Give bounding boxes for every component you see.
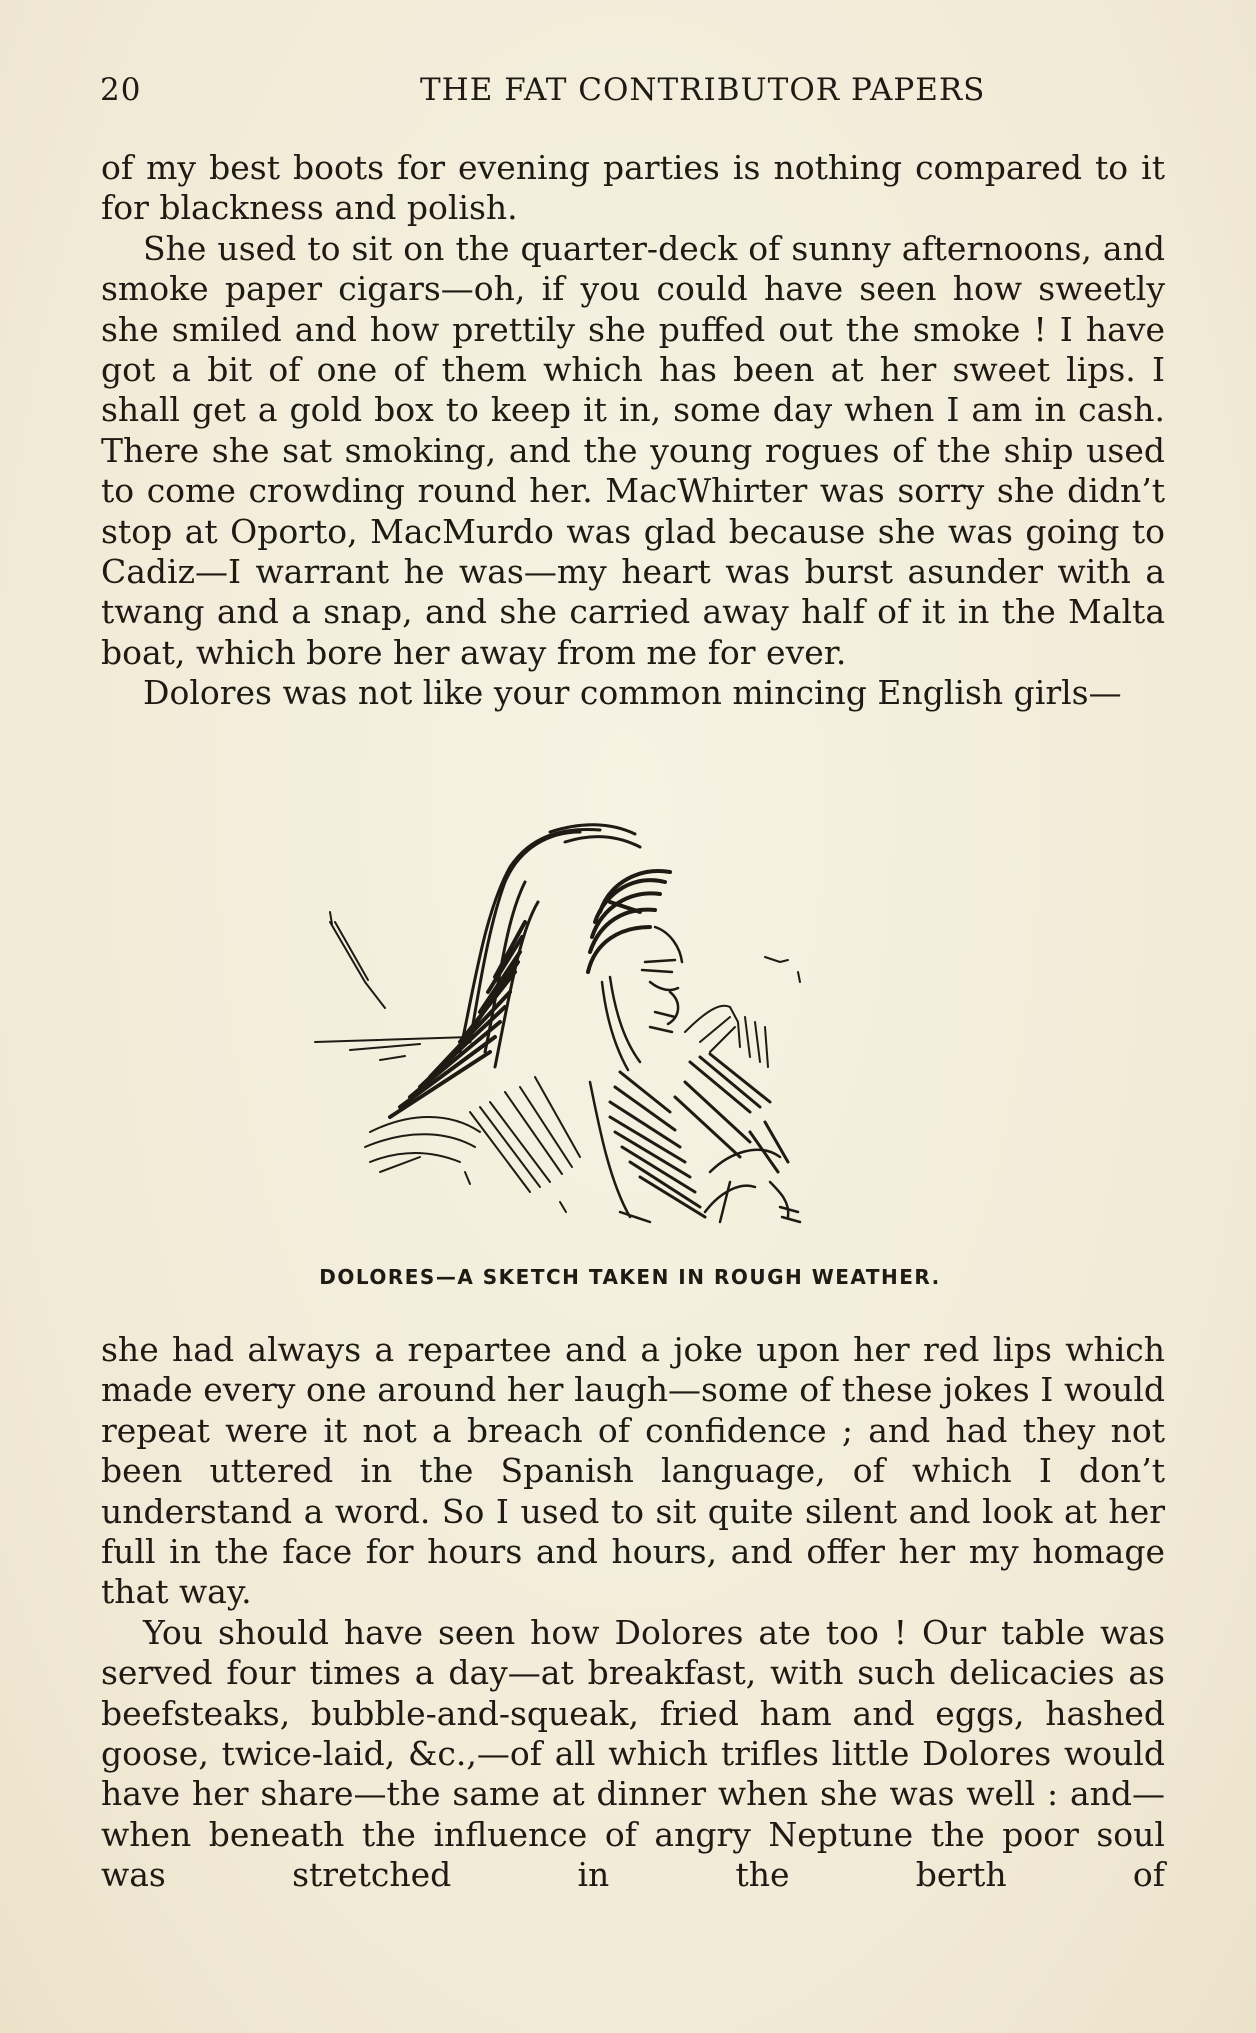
paragraph: she had always a repartee and a joke upon her red lips which made every one around her laugh—some of these jokes I would repeat were it not a breach of confidence ; and had they not been uttered in the Spanish language, of which I don’t understand a word. So I used to sit quite silent and look at her full in the face for hours and hours, and offer her my homage that way. — [101, 1330, 1165, 1612]
paragraph: of my best boots for evening parties is nothing compared to it for blackness and polish. — [101, 148, 1165, 228]
dolores-sketch-illustration — [310, 812, 950, 1242]
cigar-smoke — [315, 912, 470, 1060]
illustration-caption: DOLORES—A SKETCH TAKEN IN ROUGH WEATHER. — [319, 1265, 941, 1289]
page-header — [100, 72, 1160, 112]
face — [602, 927, 682, 1070]
paragraph: Dolores was not like your common mincing English girls— — [143, 673, 1122, 713]
body-text-bottom — [101, 1330, 1165, 1896]
hand — [685, 957, 800, 1067]
body-text-top — [101, 148, 1165, 714]
shawl-hatching — [610, 1054, 788, 1217]
drapery-left — [365, 1077, 580, 1212]
page-number: 20 — [100, 72, 142, 108]
running-title: THE FAT CONTRIBUTOR PAPERS — [420, 72, 986, 108]
drapery-right — [590, 1082, 800, 1222]
paragraph: You should have seen how Dolores ate too ! Our table was served four times a day—at breakfast, with such delicacies as beefsteaks, bubble-and-squeak, fried ham and eggs, hashed goose, twice-laid, &c.,—of all which trifles little Dolores would have her share—the same at dinner when she was well : and—when beneath the influence of angry Neptune the poor soul was stretched in the berth of — [101, 1612, 1165, 1895]
paragraph: She used to sit on the quarter-deck of sunny afternoons, and smoke paper cigars—oh, if you could have seen how sweetly she smiled and how prettily she puffed out the smoke ! I have got a bit of one of them which has been at her sweet lips. I shall get a gold box to keep it in, some day when I am in cash. There she sat smoking, and the young rogues of the ship used to come crowding round her. MacWhirter was sorry she didn’t stop at Oporto, MacMurdo was glad because she was going to Cadiz—I warrant he was—my heart was burst asunder with a twang and a snap, and she carried away half of it in the Malta boat, which bore her away from me for ever. — [101, 228, 1165, 672]
hair — [588, 871, 670, 972]
